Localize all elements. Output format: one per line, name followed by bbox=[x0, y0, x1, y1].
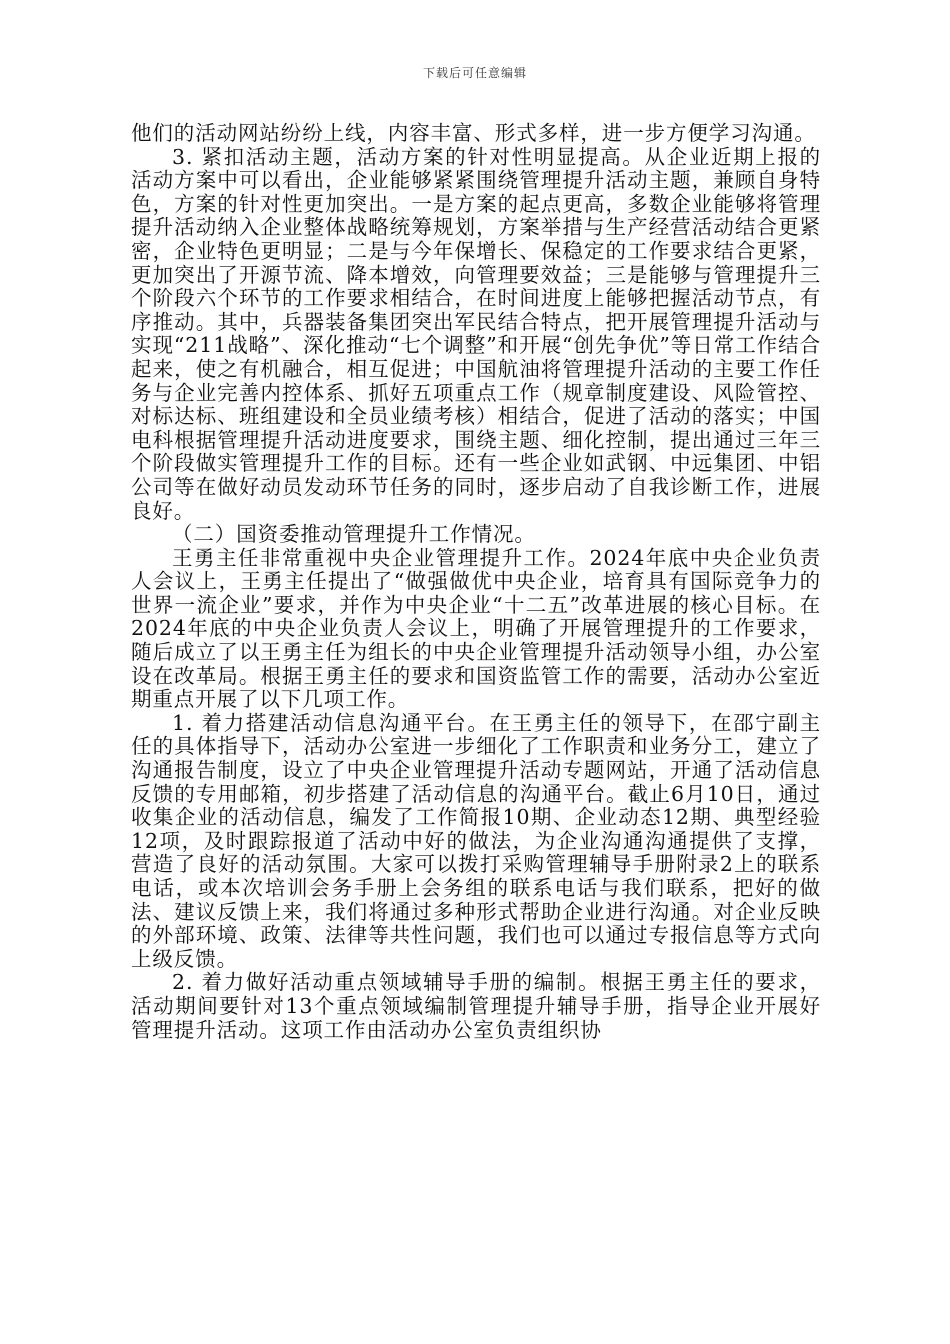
paragraph-continuation: 他们的活动网站纷纷上线，内容丰富、形式多样，进一步方便学习沟通。 bbox=[131, 121, 816, 145]
document-body bbox=[131, 122, 821, 1042]
section-heading: （二）国资委推动管理提升工作情况。 bbox=[172, 522, 536, 547]
paragraph-overview: 王勇主任非常重视中央企业管理提升工作。2024年底中央企业负责人会议上，王勇主任提出了“做强做优中央企业，培育具有国际竞争力的世界一流企业”要求，并作为中央企业“十二五”改革进展的核心目标。在2024年底的中央企业负责人会议上，明确了开展管理提升的工作要求，随后成立了以王勇主任为组长的中央企业管理提升活动领导小组，办公室设在改革局。根据王勇主任的要求和国资监管工作的需要，活动办公室近期重点开展了以下几项工作。 bbox=[131, 545, 821, 712]
paragraph-item-3: 3. 紧扣活动主题，活动方案的针对性明显提高。从企业近期上报的活动方案中可以看出，企业能够紧紧围绕管理提升活动主题，兼顾自身特色，方案的针对性更加突出。一是方案的起点更高，多数企业能够将管理提升活动纳入企业整体战略统筹规划，方案举措与生产经营活动结合更紧密，企业特色更明显；二是与今年保增长、保稳定的工作要求结合更紧，更加突出了开源节流、降本增效，向管理要效益；三是能够与管理提升三个阶段六个环节的工作要求相结合，在时间进度上能够把握活动节点，有序推动。其中，兵器装备集团突出军民结合特点，把开展管理提升活动与实现“211战略”、深化推动“七个调整”和开展“创先争优”等日常工作结合起来，使之有机融合，相互促进；中国航油将管理提升活动的主要工作任务与企业完善内控体系、抓好五项重点工作（规章制度建设、风险管控、对标达标、班组建设和全员业绩考核）相结合，促进了活动的落实；中国电科根据管理提升活动进度要求，围绕主题、细化控制，提出通过三年三个阶段做实管理提升工作的目标。还有一些企业如武钢、中远集团、中铝公司等在做好动员发动环节任务的同时，逐步启动了自我诊断工作，进展良好。 bbox=[131, 144, 821, 523]
paragraph-item-2: 2. 着力做好活动重点领域辅导手册的编制。根据王勇主任的要求，活动期间要针对13个重点领域编制管理提升辅导手册，指导企业开展好管理提升活动。这项工作由活动办公室负责组织协 bbox=[131, 970, 821, 1042]
paragraph-item-1: 1. 着力搭建活动信息沟通平台。在王勇主任的领导下，在邵宁副主任的具体指导下，活动办公室进一步细化了工作职责和业务分工，建立了沟通报告制度，设立了中央企业管理提升活动专题网站，开通了活动信息反馈的专用邮箱，初步搭建了活动信息的沟通平台。截止6月10日，通过收集企业的活动信息，编发了工作简报10期、企业动态12期、典型经验12项，及时跟踪报道了活动中好的做法，为企业沟通沟通提供了支撑，营造了良好的活动氛围。大家可以拨打采购管理辅导手册附录2上的联系电话，或本次培训会务手册上会务组的联系电话与我们联系，把好的做法、建议反馈上来，我们将通过多种形式帮助企业进行沟通。对企业反映的外部环境、政策、法律等共性问题，我们也可以通过专报信息等方式向上级反馈。 bbox=[131, 710, 821, 971]
page-header: 下载后可任意编辑 bbox=[422, 66, 527, 80]
